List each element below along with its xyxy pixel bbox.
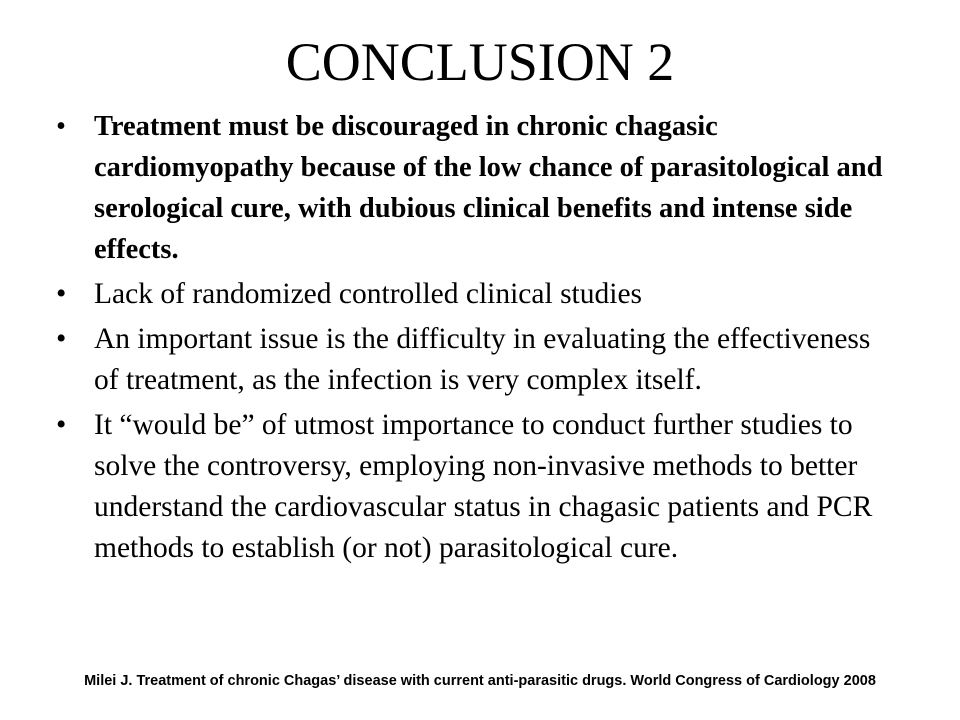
slide-title: CONCLUSION 2: [285, 32, 675, 92]
bullet-icon: •: [56, 323, 67, 355]
bullet-item-4: [50, 405, 900, 569]
bullet-item-2: [50, 274, 900, 315]
citation-footnote: Milei J. Treatment of chronic Chagas’ disease with current anti-parasitic drugs. World Congress of Cardiology 2008: [84, 673, 876, 689]
bullet-text: Lack of randomized controlled clinical studies: [94, 278, 643, 310]
bullet-text: An important issue is the difficulty in evaluating the effectiveness of treatment, as the infection is very complex itself.: [94, 323, 871, 396]
bullet-icon: •: [56, 111, 66, 142]
bullet-text: Treatment must be discouraged in chronic chagasic cardiomyopathy because of the low chance of parasitological and serological cure, with dubious clinical benefits and intense side effects.: [94, 111, 883, 265]
bullet-text: It “would be” of utmost importance to conduct further studies to solve the controversy, employing non-invasive methods to better understand the cardiovascular status in chagasic patients and PCR methods to establish (or not) parasitological cure.: [94, 409, 873, 564]
bullet-icon: •: [56, 409, 67, 441]
bullet-list: [50, 106, 900, 573]
bullet-icon: •: [56, 278, 67, 310]
bullet-item-3: [50, 319, 900, 401]
bullet-item-1: [50, 106, 900, 270]
